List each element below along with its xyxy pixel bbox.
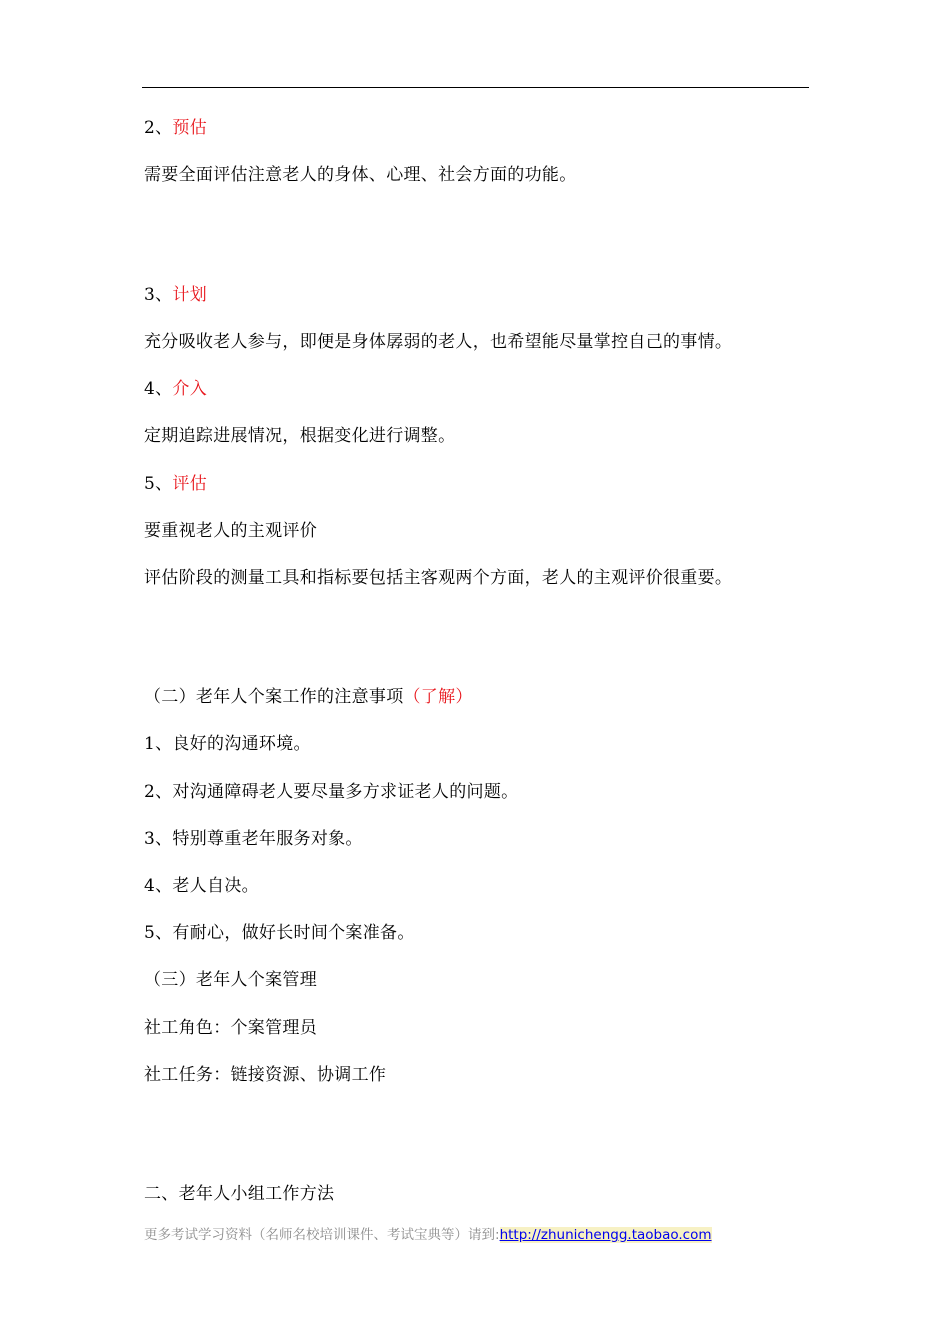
notes-item-5: 5、有耐心，做好长时间个案准备。 xyxy=(144,923,415,943)
section-5-body-2: 评估阶段的测量工具和指标要包括主客观两个方面，老人的主观评价很重要。 xyxy=(144,568,733,588)
section-3-heading xyxy=(144,283,207,307)
management-task: 社工任务：链接资源、协调工作 xyxy=(144,1065,387,1085)
footer-promo xyxy=(144,1225,712,1245)
notes-item-3: 3、特别尊重老年服务对象。 xyxy=(144,829,363,849)
section-5-title: 评估 xyxy=(172,474,208,494)
notes-heading xyxy=(144,685,473,709)
section-2-body: 需要全面评估注意老人的身体、心理、社会方面的功能。 xyxy=(144,165,577,185)
section-2-title: 预估 xyxy=(172,118,208,138)
notes-heading-tag: （了解） xyxy=(403,687,473,707)
section-3-number: 3、 xyxy=(144,285,173,305)
notes-item-4: 4、老人自决。 xyxy=(144,876,259,896)
section-3-title: 计划 xyxy=(172,285,208,305)
management-heading: （三）老年人个案管理 xyxy=(144,970,317,990)
header-rule xyxy=(142,87,809,88)
section-5-number: 5、 xyxy=(144,474,173,494)
notes-heading-text: （二）老年人个案工作的注意事项 xyxy=(144,687,404,707)
section-2-number: 2、 xyxy=(144,118,173,138)
section-4-body: 定期追踪进展情况，根据变化进行调整。 xyxy=(144,426,456,446)
section-4-heading xyxy=(144,377,207,401)
section-2-heading xyxy=(144,116,207,140)
section-5-body-1: 要重视老人的主观评价 xyxy=(144,521,317,541)
notes-item-1: 1、良好的沟通环境。 xyxy=(144,734,311,754)
section-4-number: 4、 xyxy=(144,379,173,399)
section-5-heading xyxy=(144,472,207,496)
footer-promo-text: 更多考试学习资料（名师名校培训课件、考试宝典等）请到: xyxy=(144,1227,500,1243)
management-role: 社工角色：个案管理员 xyxy=(144,1018,317,1038)
section-3-body: 充分吸收老人参与，即便是身体孱弱的老人，也希望能尽量掌控自己的事情。 xyxy=(144,332,733,352)
group-work-heading: 二、老年人小组工作方法 xyxy=(144,1184,335,1204)
notes-item-2: 2、对沟通障碍老人要尽量多方求证老人的问题。 xyxy=(144,782,519,802)
section-4-title: 介入 xyxy=(172,379,208,399)
footer-link[interactable]: http://zhunichengg.taobao.com xyxy=(499,1227,712,1243)
